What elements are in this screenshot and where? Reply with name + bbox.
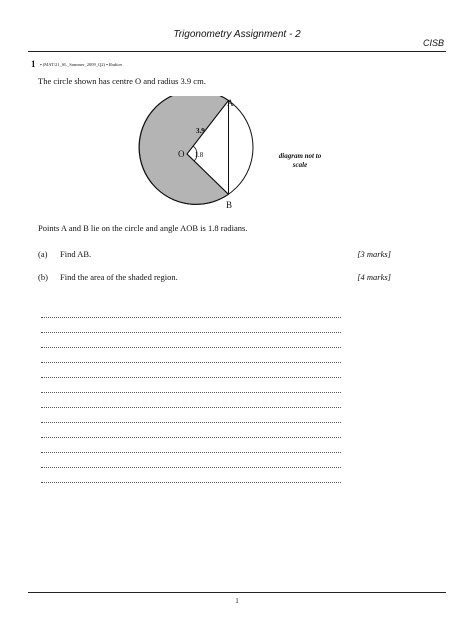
answer-lines (41, 303, 341, 483)
question-reference-code: ▪ (MAT/21_SL_Summer_2009_Q2) ▪ (40, 62, 108, 67)
answer-line[interactable] (41, 438, 341, 453)
page-number: 1 (235, 597, 239, 605)
part-b-marks: [4 marks] (357, 272, 391, 282)
part-a-label: (a) (38, 249, 48, 259)
part-a-marks: [3 marks] (357, 249, 391, 259)
part-b-text: Find the area of the shaded region. (60, 272, 178, 282)
question-number: 1 (31, 59, 36, 69)
question-stem: Points A and B lie on the circle and angle AOB is 1.8 radians. (38, 223, 248, 233)
answer-line[interactable] (41, 318, 341, 333)
answer-line[interactable] (41, 363, 341, 378)
header-divider (28, 51, 446, 52)
label-radius: 3.9 (196, 127, 205, 135)
label-a: A (227, 98, 234, 108)
diagram-note-line-2: scale (292, 161, 308, 169)
label-b: B (226, 200, 233, 210)
diagram-note-line-1: diagram not to (278, 152, 322, 160)
answer-line[interactable] (41, 393, 341, 408)
answer-line[interactable] (41, 333, 341, 348)
answer-line[interactable] (41, 303, 341, 318)
question-reference (40, 62, 122, 67)
question-topic: Radian (108, 62, 122, 67)
answer-line[interactable] (41, 348, 341, 363)
answer-line[interactable] (41, 408, 341, 423)
question-intro: The circle shown has centre O and radius 3.9 cm. (38, 76, 206, 86)
part-b-label: (b) (38, 272, 48, 282)
footer-divider (28, 592, 446, 593)
label-o: O (178, 149, 185, 159)
label-angle: 1.8 (194, 151, 204, 159)
part-a-text: Find AB. (60, 249, 92, 259)
answer-line[interactable] (41, 423, 341, 438)
answer-line[interactable] (41, 468, 341, 483)
answer-line[interactable] (41, 453, 341, 468)
answer-line[interactable] (41, 378, 341, 393)
diagram-note (270, 152, 330, 170)
assignment-title: Trigonometry Assignment - 2 (173, 29, 301, 40)
school-code: CISB (422, 38, 444, 48)
